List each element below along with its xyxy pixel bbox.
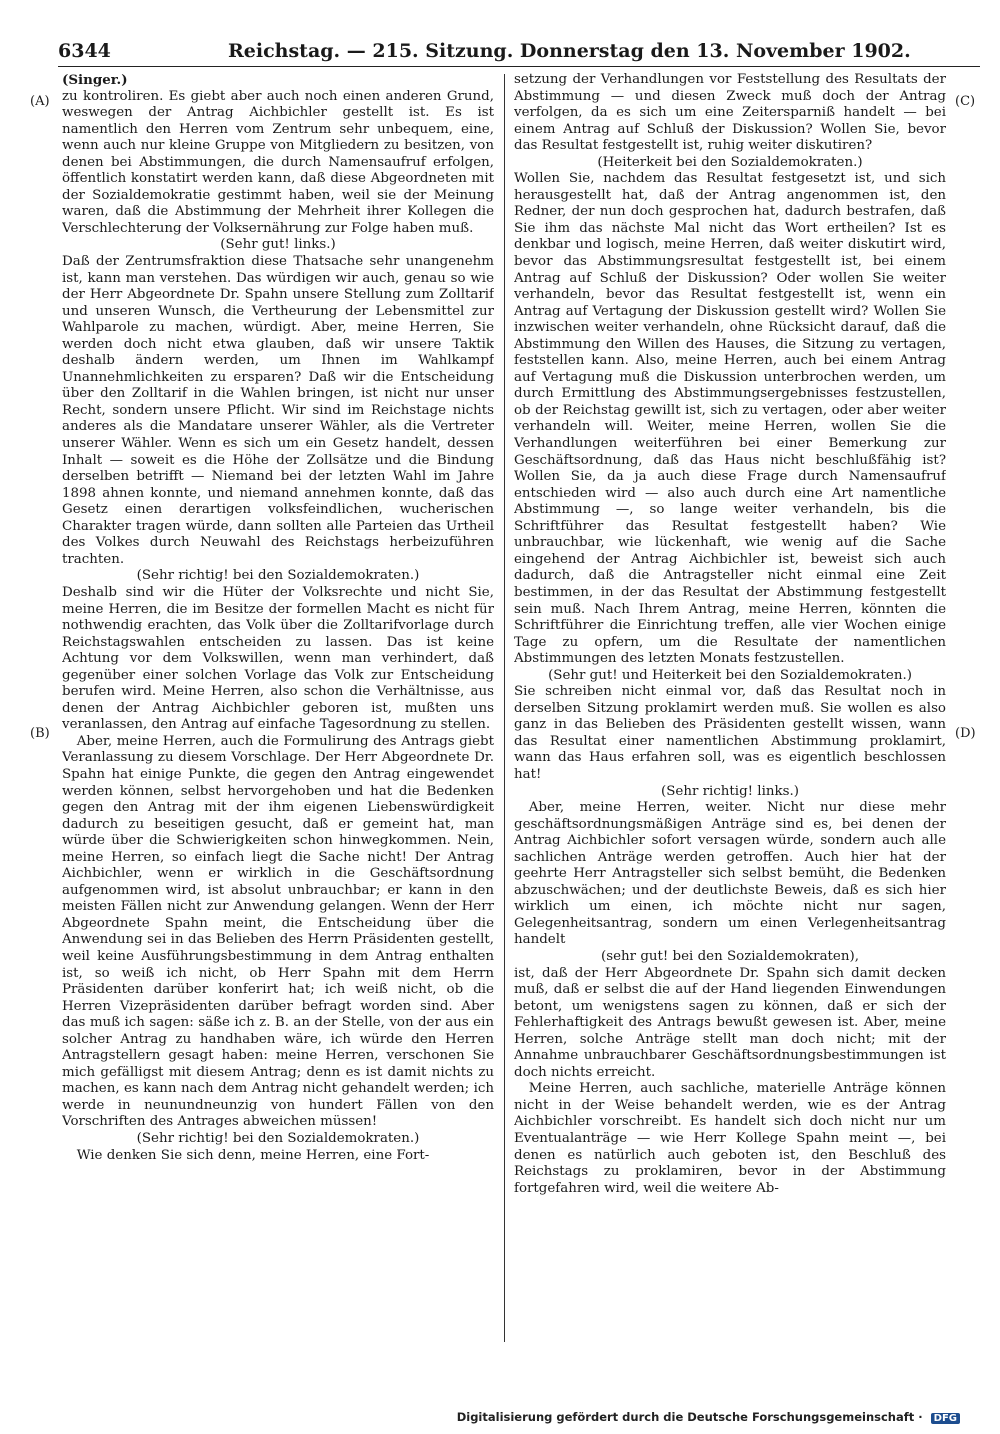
left-column bbox=[62, 72, 494, 1340]
column-divider bbox=[504, 74, 505, 1342]
paragraph: Sie schreiben nicht einmal vor, daß das Resultat noch in derselben Sitzung proklamirt werden muß. Sie wollen es also ganz in das Belieben des Präsidenten gestellt wissen, wann das Resultat einer namentlichen Abstimmung proklamirt, wann das Haus erfahren soll, was es eigentlich beschlossen hat! bbox=[514, 684, 946, 782]
margin-marker-b: (B) bbox=[30, 726, 50, 741]
paragraph: zu kontroliren. Es giebt aber auch noch einen anderen Grund, weswegen der Antrag Aichbichler gestellt ist. Es ist namentlich den Herren vom Zentrum sehr unbequem, eine, wenn auch nur kleine Gruppe von Mitgliedern zu besitzen, von denen bei Abstimmungen, die durch Namensaufruf erfolgen, öffentlich konstatirt werden kann, daß diese Abgeordneten mit der Sozialdemokratie gestimmt haben, weil sie der Meinung waren, daß die Abstimmung der Mehrheit ihrer Kollegen die Verschlechterung der Volksernährung zur Folge haben muß. bbox=[62, 88, 494, 236]
margin-marker-a: (A) bbox=[30, 94, 50, 109]
speaker-name: (Singer.) bbox=[62, 72, 128, 88]
paragraph: ist, daß der Herr Abgeordnete Dr. Spahn sich damit decken muß, daß er selbst die auf der Hand liegenden Einwendungen betont, um wenigstens sagen zu können, daß er sich der Fehlerhaftigkeit des Antrags bewußt gewesen ist. Aber, meine Herren, solche Anträge stellt man doch nicht; mit der Annahme unbrauchbarer Geschäftsordnungsbestimmungen ist doch nichts erreicht. bbox=[514, 965, 946, 1080]
interjection: (Sehr gut! links.) bbox=[220, 237, 336, 253]
paragraph: Wollen Sie, nachdem das Resultat festgesetzt ist, und sich herausgestellt hat, daß der Antrag angenommen ist, den Redner, der nun doch gesprochen hat, dadurch bestrafen, daß Sie ihm das nächste Mal nicht das Wort ertheilen? Ist es denkbar und logisch, meine Herren, daß weiter diskutirt wird, bevor das Abstimmungsresultat festgestellt ist, bei einem Antrag auf Schluß der Diskussion? Oder wollen Sie weiter verhandeln, bevor das Resultat festgestellt ist, wenn ein Antrag auf Vertagung der Diskussion gestellt wird? Wollen Sie inzwischen weiter verhandeln, ohne Rücksicht darauf, daß die Abstimmung den Willen des Hauses, die Sitzung zu vertagen, feststellen kann. Also, meine Herren, auch bei einem Antrag auf Vertagung muß die Diskussion unterbrochen werden, um durch Ermittlung des Abstimmungsergebnisses festzustellen, ob der Reichstag gewillt ist, sich zu vertagen, oder aber weiter verhandeln will. Weiter, meine Herren, wollen Sie die Verhandlungen weiterführen bei einer Bemerkung zur Geschäftsordnung, daß das Haus nicht beschlußfähig ist? Wollen Sie, da ja auch diese Frage durch Namensaufruf entschieden wird — also auch durch eine Art namentliche Abstimmung —, so lange weiter verhandeln, bis die Schriftführer das Resultat festgestellt haben? Wie unbrauchbar, wie lückenhaft, wie wenig auf die Sache eingehend der Antrag Aichbichler ist, beweist sich auch dadurch, daß die Antragsteller nicht einmal eine Zeit bestimmen, in der das Resultat der Abstimmung festgestellt sein muß. Nach Ihrem Antrag, meine Herren, könnten die Schriftführer die Einrichtung treffen, alle vier Wochen einige Tage zu opfern, um die Resultate der namentlichen Abstimmungen des letzten Monats festzustellen. bbox=[514, 171, 946, 667]
running-header bbox=[58, 38, 980, 67]
digitization-credit bbox=[457, 1410, 960, 1424]
interjection: (Sehr richtig! bei den Sozialdemokraten.) bbox=[136, 568, 420, 584]
interjection: (sehr gut! bei den Sozialdemokraten), bbox=[601, 948, 859, 964]
paragraph: Daß der Zentrumsfraktion diese Thatsache sehr unangenehm ist, kann man verstehen. Das würdigen wir auch, genau so wie der Herr Abgeordnete Dr. Spahn unsere Stellung zum Zolltarif und unseren Wunsch, die Vertheurung der Lebensmittel zur Wahlparole zu machen, würdigt. Aber, meine Herren, Sie werden doch nicht etwa glauben, daß wir unsere Taktik deshalb ändern werden, um Ihnen im Wahlkampf Unannehmlichkeiten zu ersparen? Daß wir die Entscheidung über den Zolltarif in die Wahlen bringen, ist nicht nur unser Recht, sondern unsere Pflicht. Wir sind im Reichstage nichts anderes als die Mandatare unserer Wähler, als die Vertreter unserer Wähler. Wenn es sich um ein Gesetz handelt, dessen Inhalt — soweit es die Höhe der Zollsätze und die Bindung derselben betrifft — Niemand bei der letzten Wahl im Jahre 1898 ahnen konnte, und niemand annehmen konnte, daß das Gesetz einen derartigen volksfeindlichen, wucherischen Charakter tragen würde, dann sollten alle Parteien das Urtheil des Volkes durch Neuwahl des Reichstags herbeizuführen trachten. bbox=[62, 254, 494, 567]
interjection: (Sehr gut! und Heiterkeit bei den Sozialdemokraten.) bbox=[548, 667, 912, 683]
paragraph: Aber, meine Herren, auch die Formulirung des Antrags giebt Veranlassung zu diesem Vorschlage. Der Herr Abgeordnete Dr. Spahn hat einige Punkte, die gegen den Antrag eingewendet werden können, selbst hervorgehoben und hat die Bedenken gegen den Antrag mit der ihm eigenen Liebenswürdigkeit dadurch zu beseitigen gesucht, daß er gemeint hat, man würde über die Schwierigkeiten schon hinwegkommen. Nein, meine Herren, so einfach liegt die Sache nicht! Der Antrag Aichbichler, wenn er wirklich in die Geschäftsordnung aufgenommen wird, ist absolut unbrauchbar; er kann in den meisten Fällen nicht zur Anwendung gelangen. Wenn der Herr Abgeordnete Spahn meint, die Entscheidung über die Anwendung sei in das Belieben des Herrn Präsidenten gestellt, weil keine Ausführungsbestimmung in dem Antrag enthalten ist, so weiß ich nicht, ob Herr Spahn mit dem Herrn Präsidenten darüber konferirt hat; ich weiß nicht, ob die Herren Vizepräsidenten darüber befragt worden sind. Aber das muß ich sagen: säße ich z. B. an der Stelle, von der aus ein solcher Antrag zu handhaben wäre, ich würde den Herren Antragstellern gesagt haben: meine Herren, verschonen Sie mich gefälligst mit diesem Antrag; denn es ist damit nichts zu machen, es kann nach dem Antrag nicht gehandelt werden; ich werde in neunundneunzig von hundert Fällen von den Vorschriften des Antrages abweichen müssen! bbox=[62, 733, 494, 1130]
paragraph: Deshalb sind wir die Hüter der Volksrechte und nicht Sie, meine Herren, die im Besitze der formellen Macht es nicht für nothwendig erachten, das Volk über die Zolltarifvorlage durch Reichstagswahlen entscheiden zu lassen. Das ist keine Achtung vor dem Volkswillen, wenn man verhindert, daß gegenüber einer solchen Vorlage das Volk zur Entscheidung berufen wird. Meine Herren, also schon die Verhältnisse, aus denen der Antrag Aichbichler geboren ist, mußten uns veranlassen, den Antrag auf einfache Tagesordnung zu stellen. bbox=[62, 584, 494, 733]
paragraph: Meine Herren, auch sachliche, materielle Anträge können nicht in der Weise behandelt werden, wie es der Antrag Aichbichler vorschreibt. Es handelt sich doch nicht nur um Eventualanträge — wie Herr Kollege Spahn meint —, bei denen es natürlich auch geboten ist, den Beschluß des Reichstags zu proklamiren, bevor in der Abstimmung fortgefahren wird, weil die weitere Ab- bbox=[514, 1081, 946, 1196]
running-title: Reichstag. — 215. Sitzung. Donnerstag den 13. November 1902. bbox=[228, 40, 911, 62]
page-number: 6344 bbox=[58, 40, 111, 62]
paragraph: Wie denken Sie sich denn, meine Herren, eine Fort- bbox=[76, 1147, 430, 1163]
right-column bbox=[514, 72, 946, 1340]
credit-text: Digitalisierung gefördert durch die Deutsche Forschungsgemeinschaft · bbox=[456, 1410, 923, 1424]
margin-marker-c: (C) bbox=[955, 94, 976, 109]
paragraph: Aber, meine Herren, weiter. Nicht nur diese mehr geschäftsordnungsmäßigen Anträge sind es, bei denen der Antrag Aichbichler sofort versagen würde, sondern auch alle sachlichen Anträge werden getroffen. Auch hier hat der geehrte Herr Antragsteller sich selbst bemüht, die Bedenken abzuschwächen; und der deutlichste Beweis, daß es sich hier wirklich um einen, ich möchte nicht nur sagen, Gelegenheitsantrag, sondern um einen Verlegenheitsantrag handelt bbox=[514, 800, 946, 948]
dfg-logo: DFG bbox=[931, 1413, 960, 1424]
interjection: (Sehr richtig! bei den Sozialdemokraten.) bbox=[136, 1131, 420, 1146]
interjection: (Heiterkeit bei den Sozialdemokraten.) bbox=[597, 154, 863, 170]
interjection: (Sehr richtig! links.) bbox=[661, 783, 799, 799]
margin-marker-d: (D) bbox=[955, 726, 976, 741]
paragraph: setzung der Verhandlungen vor Feststellung des Resultats der Abstimmung — und diesen Zweck muß doch der Antrag verfolgen, da es sich um eine Zeitersparniß handelt — bei einem Antrag auf Schluß der Diskussion? Wollen Sie, bevor das Resultat festgestellt ist, ruhig weiter diskutiren? bbox=[514, 72, 946, 154]
